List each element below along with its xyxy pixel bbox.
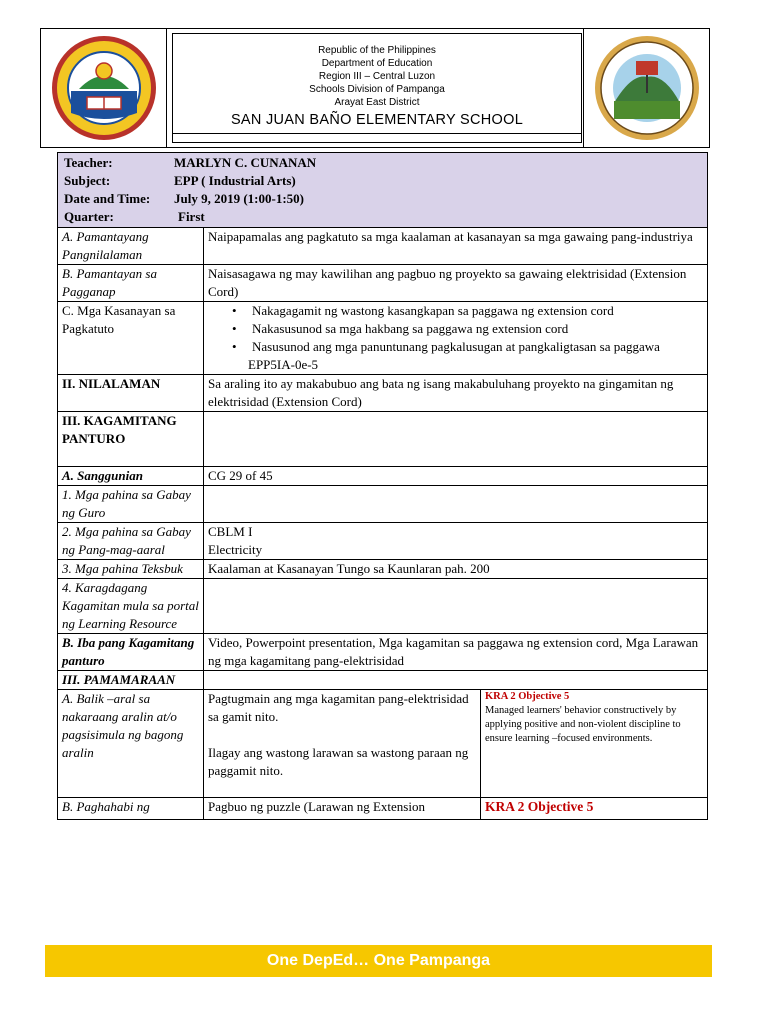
paghahabi-label: B. Paghahabi ng [58, 798, 204, 820]
teacher-value: MARLYN C. CUNANAN [174, 155, 317, 170]
district-line: Arayat East District [334, 97, 420, 108]
pagganap-value: Naisasagawa ng may kawilihan ang pagbuo ng proyekto sa gawaing elektrisidad (Extension Cord) [204, 265, 708, 302]
lesson-info-row [58, 153, 708, 228]
table-row [58, 560, 708, 579]
date-label: Date and Time: [64, 191, 151, 206]
iba-label: B. Iba pang Kagamitang panturo [58, 634, 204, 671]
deped-seal-icon [49, 33, 159, 143]
kasanayan-label: C. Mga Kasanayan sa Pagkatuto [58, 302, 204, 375]
gabay-aaral-label: 2. Mga pahina sa Gabay ng Pang-mag-aaral [58, 523, 204, 560]
republic-line: Republic of the Philippines [318, 45, 436, 56]
table-row [58, 467, 708, 486]
teacher-label: Teacher: [64, 155, 113, 170]
list-item: • Nakasusunod sa mga hakbang sa paggawa ng extension cord [208, 320, 703, 338]
pamamaraan-value [204, 671, 708, 690]
table-row [58, 412, 708, 467]
table-row [58, 265, 708, 302]
school-seal-icon [592, 33, 702, 143]
table-row [58, 228, 708, 265]
kagamitan-value [204, 412, 708, 467]
footer-slogan: One DepEd… One Pampanga [266, 952, 491, 969]
objectives-list [208, 302, 703, 356]
quarter-label: Quarter: [64, 209, 114, 224]
competency-code: EPP5IA-0e-5 [248, 357, 319, 372]
paghahabi-value: Pagbuo ng puzzle (Larawan ng Extension [204, 798, 481, 820]
gabay-aaral-cell [204, 523, 708, 560]
kasanayan-cell [204, 302, 708, 375]
nilalaman-value: Sa araling ito ay makabubuo ang bata ng isang makabuluhang proyekto na gingamitan ng elektrisidad (Extension Cord) [204, 375, 708, 412]
kagamitan-label: III. KAGAMITANG PANTURO [58, 412, 204, 467]
gabay-aaral-line-1: CBLM I [208, 524, 253, 539]
division-line: Schools Division of Pampanga [309, 84, 445, 95]
sanggunian-label: A. Sanggunian [58, 467, 204, 486]
table-row [58, 579, 708, 634]
table-row [58, 634, 708, 671]
karagdagang-value [204, 579, 708, 634]
table-row [58, 671, 708, 690]
iba-value: Video, Powerpoint presentation, Mga kagamitan sa paggawa ng extension cord, Mga Larawan ng mga kagamitang pang-elektrisidad [204, 634, 708, 671]
deped-logo-cell [41, 29, 167, 147]
table-row [58, 798, 708, 820]
balik-cell [204, 690, 481, 798]
school-name: SAN JUAN BAÑO ELEMENTARY SCHOOL [230, 112, 524, 128]
teksbuk-value: Kaalaman at Kasanayan Tungo sa Kaunlaran pah. 200 [204, 560, 708, 579]
letterhead [40, 28, 710, 148]
gabay-guro-label: 1. Mga pahina sa Gabay ng Guro [58, 486, 204, 523]
date-value: July 9, 2019 (1:00-1:50) [174, 191, 304, 206]
letterhead-text-box [172, 33, 582, 143]
nilalaman-label: II. NILALAMAN [58, 375, 204, 412]
gabay-aaral-line-2: Electricity [208, 542, 263, 557]
sanggunian-value: CG 29 of 45 [204, 467, 708, 486]
balik-line-2: Ilagay ang wastong larawan sa wastong paraan ng paggamit nito. [208, 745, 469, 778]
pangnilalaman-label: A. Pamantayang Pangnilalaman [58, 228, 204, 265]
list-item: • Nakagagamit ng wastong kasangkapan sa paggawa ng extension cord [208, 302, 703, 320]
table-row [58, 486, 708, 523]
table-row [58, 690, 708, 798]
balik-line-1: Pagtugmain ang mga kagamitan pang-elektrisidad sa gamit nito. [208, 691, 469, 724]
subject-label: Subject: [64, 173, 111, 188]
table-row [58, 375, 708, 412]
department-line: Department of Education [321, 58, 433, 69]
teksbuk-label: 3. Mga pahina Teksbuk [58, 560, 204, 579]
table-row [58, 302, 708, 375]
kra-title: KRA 2 Objective 5 [485, 691, 570, 702]
kra-title-2: KRA 2 Objective 5 [481, 798, 708, 820]
lesson-plan-table [57, 152, 708, 820]
gabay-guro-value [204, 486, 708, 523]
pamamaraan-label: III. PAMAMARAAN [58, 671, 204, 690]
balik-label: A. Balik –aral sa nakaraang aralin at/o pagsisimula ng bagong aralin [58, 690, 204, 798]
subject-value: EPP ( Industrial Arts) [174, 173, 296, 188]
pagganap-label: B. Pamantayan sa Pagganap [58, 265, 204, 302]
table-row [58, 523, 708, 560]
quarter-value: First [178, 209, 205, 224]
pangnilalaman-value: Naipapamalas ang pagkatuto sa mga kaalaman at kasanayan sa mga gawaing pang-industriya [204, 228, 708, 265]
school-logo-cell [583, 29, 709, 147]
kra-cell [481, 690, 708, 798]
region-line: Region III – Central Luzon [318, 71, 436, 82]
karagdagang-label: 4. Karagdagang Kagamitan mula sa portal ng Learning Resource [58, 579, 204, 634]
footer-banner [45, 945, 712, 977]
list-item: • Nasusunod ang mga panuntunang pagkalusugan at pangkaligtasan sa paggawa [208, 338, 703, 356]
kra-text: Managed learners' behavior constructively by applying positive and non-violent discipline to ensure learning –focused environments. [485, 705, 681, 744]
